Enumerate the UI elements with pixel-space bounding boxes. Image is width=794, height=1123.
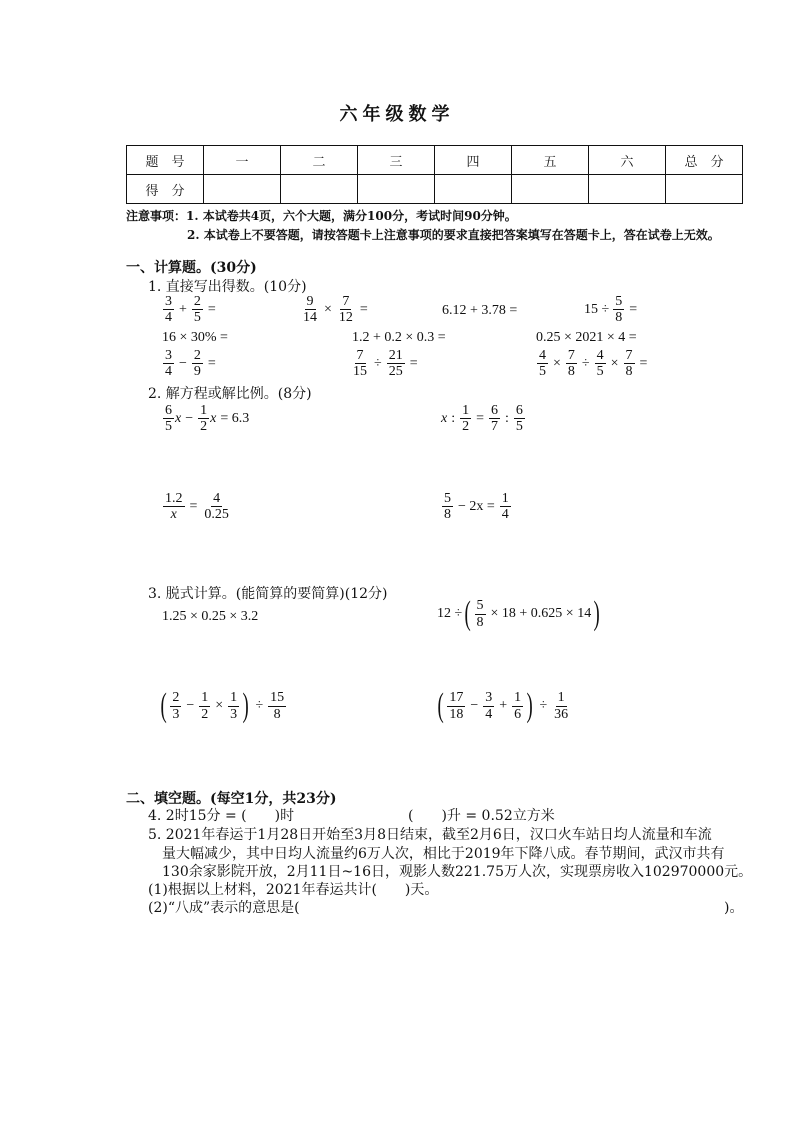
q5-sub-2: (2)“八成”表示的意思是( <box>148 900 300 916</box>
denominator: 15 <box>353 364 367 380</box>
denominator: 25 <box>388 364 403 380</box>
equals: = <box>359 301 368 317</box>
denominator: 6 <box>514 706 522 722</box>
denominator: 14 <box>303 310 317 326</box>
right-paren: ) <box>593 595 600 632</box>
right-paren: ) <box>526 687 533 724</box>
denominator: 2 <box>201 706 209 722</box>
denominator: 8 <box>444 507 451 523</box>
right-hand-side: = 6.3 <box>220 410 250 426</box>
numerator: 6 <box>491 403 499 418</box>
equals: = <box>189 498 198 514</box>
denominator: 5 <box>193 310 201 326</box>
denominator: 3 <box>230 706 238 722</box>
denominator: 8 <box>625 364 633 380</box>
operator: × <box>610 355 619 371</box>
denominator: 8 <box>615 310 623 326</box>
numerator: 3 <box>485 690 493 706</box>
score-header-cell: 四 <box>435 146 512 175</box>
score-cell <box>281 175 358 204</box>
q2-heading: 2. 解方程或解比例。(8分) <box>148 386 312 402</box>
numerator: 1 <box>514 690 522 706</box>
numerator: 1 <box>200 403 208 418</box>
numerator: 3 <box>165 348 172 363</box>
denominator: 18 <box>449 706 464 722</box>
equation-2 <box>441 403 526 435</box>
calc-item-h <box>162 348 220 380</box>
expression-1: 1.25 × 0.25 × 3.2 <box>162 609 259 624</box>
denominator: 4 <box>165 364 172 380</box>
numerator: 7 <box>625 348 633 363</box>
denominator: 5 <box>596 364 604 380</box>
score-table-score-row <box>127 175 743 204</box>
q4-part-a: 4. 2时15分 = ( )时 <box>148 808 295 824</box>
operator: + <box>499 698 508 713</box>
numerator: 7 <box>356 348 364 363</box>
equation-4 <box>441 491 512 523</box>
operator: ÷ <box>374 355 382 371</box>
score-cell <box>589 175 666 204</box>
calc-item-g: 0.25 × 2021 × 4 = <box>536 330 637 345</box>
operator: ÷ <box>581 355 590 371</box>
operator: − <box>179 355 187 371</box>
score-header-cell: 二 <box>281 146 358 175</box>
expression-4 <box>435 689 571 723</box>
calc-item-f: 1.2 + 0.2 × 0.3 = <box>352 330 446 345</box>
score-cell <box>204 175 281 204</box>
numerator: 2 <box>172 690 180 706</box>
q3-heading: 3. 脱式计算。(能简算的要简算)(12分) <box>148 586 388 602</box>
denominator: 5 <box>515 419 523 435</box>
denominator: 4 <box>501 507 509 523</box>
q5-text-line-1: 5. 2021年春运于1月28日开始至3月8日结束，截至2月6日，汉口火车站日均人流量和车流 <box>148 827 712 843</box>
numerator: 21 <box>388 348 403 363</box>
notice-line-2: 2. 本试卷上不要答题，请按答题卡上注意事项的要求直接把答案填写在答题卡上，答在试卷上无效。 <box>187 228 720 242</box>
numerator: 4 <box>596 348 604 363</box>
calc-item-e: 16 × 30% = <box>162 330 228 345</box>
left-paren: ( <box>160 687 167 724</box>
operator: − <box>470 698 479 713</box>
numerator: 1.2 <box>165 491 183 506</box>
q5-text-line-2: 量大幅减少，其中日均人流量约6万人次，相比于2019年下降八成。春节期间，武汉市共有 <box>162 846 725 862</box>
score-header-cell: 一 <box>204 146 281 175</box>
ratio-colon: : <box>505 410 509 426</box>
equals: = <box>207 355 216 371</box>
numerator: 4 <box>539 348 546 363</box>
q4-part-b: ( )升 = 0.52立方米 <box>408 808 555 824</box>
operator: + <box>179 301 187 317</box>
score-header-cell: 题 号 <box>127 146 204 175</box>
score-header-cell: 总 分 <box>666 146 743 175</box>
numerator: 1 <box>462 403 470 418</box>
denominator: 7 <box>491 419 499 435</box>
operator: × <box>324 301 332 317</box>
numerator: 6 <box>165 403 172 418</box>
left-paren: ( <box>437 687 444 724</box>
calc-item-c: 6.12 + 3.78 = <box>442 303 518 318</box>
page-title: 六年级数学 <box>339 104 455 125</box>
denominator: 3 <box>172 706 180 722</box>
numerator: 5 <box>444 491 451 506</box>
denominator: 8 <box>273 706 281 722</box>
equation-3 <box>162 491 232 523</box>
q1-heading: 1. 直接写出得数。(10分) <box>148 279 307 295</box>
numerator: 1 <box>557 690 565 706</box>
expression-tail: × 18 + 0.625 × 14 <box>490 606 592 621</box>
operator: × <box>215 698 224 713</box>
equals: = <box>207 301 216 317</box>
score-cell <box>666 175 743 204</box>
section-2-heading: 二、填空题。(每空1分，共23分) <box>126 791 337 807</box>
numerator: 7 <box>567 348 575 363</box>
equals: = <box>409 355 418 371</box>
numerator: 15 <box>270 690 285 706</box>
numerator: 1 <box>201 690 209 706</box>
denominator: 12 <box>338 310 353 326</box>
denominator: 0.25 <box>204 507 229 523</box>
score-header-cell: 五 <box>512 146 589 175</box>
denominator: 5 <box>165 419 172 435</box>
expression-lead: 12 ÷ <box>437 606 463 621</box>
expression-2 <box>437 597 603 631</box>
denominator: 9 <box>193 364 201 380</box>
denominator: 4 <box>165 310 172 326</box>
denominator: 2 <box>200 419 208 435</box>
operator: − <box>185 410 194 426</box>
operator: ÷ <box>539 698 548 713</box>
variable-x: x <box>210 410 217 426</box>
score-table-header-row <box>127 146 743 175</box>
score-cell <box>358 175 435 204</box>
denominator: x <box>170 507 177 523</box>
section-1-heading: 一、计算题。(30分) <box>126 260 257 276</box>
calc-item-d <box>584 294 641 326</box>
denominator: 5 <box>539 364 546 380</box>
equation-middle: − 2x = <box>458 498 495 514</box>
numerator: 9 <box>306 294 314 309</box>
expression-lead: 15 ÷ <box>584 301 610 317</box>
right-paren: ) <box>242 687 249 724</box>
denominator: 8 <box>476 614 484 630</box>
numerator: 5 <box>476 598 484 614</box>
notice-line-1: 注意事项：1. 本试卷共4页，六个大题，满分100分，考试时间90分钟。 <box>126 209 517 223</box>
equals: = <box>476 410 485 426</box>
calc-item-b <box>300 294 372 326</box>
score-row-label: 得 分 <box>127 175 204 204</box>
variable-x: x <box>441 410 448 426</box>
left-paren: ( <box>464 595 471 632</box>
operator: ÷ <box>255 698 264 713</box>
expression-3 <box>158 689 287 723</box>
q5-sub-2-end: )。 <box>724 900 744 916</box>
numerator: 7 <box>342 294 350 309</box>
equals: = <box>629 301 638 317</box>
calc-item-i <box>350 348 422 380</box>
equation-1 <box>162 403 253 435</box>
numerator: 17 <box>449 690 464 706</box>
q5-sub-1: (1)根据以上材料，2021年春运共计( )天。 <box>148 882 439 898</box>
variable-x: x <box>175 410 182 426</box>
q5-text-line-3: 130余家影院开放，2月11日~16日，观影人数221.75万人次，实现票房收入102970000元。 <box>162 864 753 880</box>
score-header-cell: 六 <box>589 146 666 175</box>
equals: = <box>639 355 648 371</box>
denominator: 2 <box>462 419 470 435</box>
numerator: 1 <box>501 491 509 506</box>
denominator: 4 <box>485 706 493 722</box>
numerator: 3 <box>165 294 172 309</box>
score-cell <box>435 175 512 204</box>
score-table <box>126 145 743 204</box>
ratio-colon: : <box>451 410 456 426</box>
score-cell <box>512 175 589 204</box>
operator: − <box>186 698 195 713</box>
numerator: 1 <box>230 690 238 706</box>
denominator: 8 <box>567 364 575 380</box>
numerator: 2 <box>193 348 201 363</box>
numerator: 4 <box>213 491 221 506</box>
score-header-cell: 三 <box>358 146 435 175</box>
calc-item-j <box>536 348 651 380</box>
numerator: 6 <box>515 403 523 418</box>
operator: × <box>553 355 561 371</box>
numerator: 5 <box>615 294 623 309</box>
calc-item-a <box>162 294 220 326</box>
denominator: 36 <box>554 706 569 722</box>
numerator: 2 <box>193 294 201 309</box>
